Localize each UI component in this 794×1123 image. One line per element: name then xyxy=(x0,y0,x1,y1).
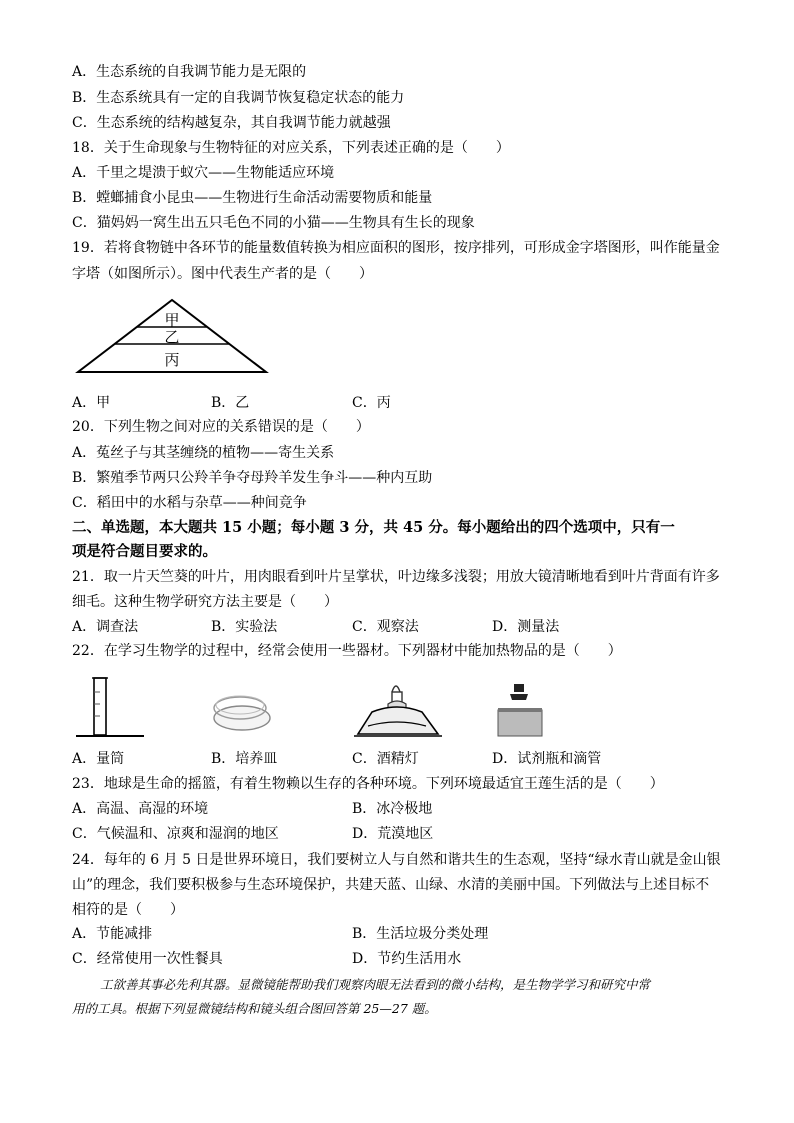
question-19-option-c: C．丙 xyxy=(352,395,391,411)
question-23: 23．地球是生命的摇篮，有着生物赖以生存的各种环境。下列环境最适宜王莲生活的是（ ） xyxy=(72,776,664,792)
question-20-option-b: B．繁殖季节两只公羚羊争夺母羚羊发生争斗——种内互助 xyxy=(72,470,433,486)
section-2-heading: 二、单选题，本大题共 15 小题；每小题 3 分，共 45 分。每小题给出的四个选项中，只有一 xyxy=(72,519,675,536)
microscope-intro-line-2: 用的工具。根据下列显微镜结构和镜头组合图回答第 25—27 题。 xyxy=(72,1001,437,1016)
question-22: 22．在学习生物学的过程中，经常会使用一些器材。下列器材中能加热物品的是（ ） xyxy=(72,643,622,659)
question-20-option-a: A．菟丝子与其茎缠绕的植物——寄生关系 xyxy=(72,445,335,461)
question-21-option-c: C．观察法 xyxy=(352,619,419,635)
question-21-line-1: 21．取一片天竺葵的叶片，用肉眼看到叶片呈掌状，叶边缘多浅裂；用放大镜清晰地看到叶片背面有许多 xyxy=(72,569,720,585)
question-23-option-c: C．气候温和、凉爽和湿润的地区 xyxy=(72,826,279,842)
question-22-option-c: C．酒精灯 xyxy=(352,751,419,767)
pyramid-level-middle: 乙 xyxy=(164,328,180,346)
question-22-option-d: D．试剂瓶和滴管 xyxy=(492,751,602,767)
question-24-line-1: 24．每年的 6 月 5 日是世界环境日，我们要树立人与自然和谐共生的生态观，坚持“绿水青山就是金山银 xyxy=(72,852,721,868)
reagent-bottle-dropper-icon xyxy=(492,680,548,738)
question-24-line-2: 山”的理念，我们要积极参与生态环境保护，共建天蓝、山绿、水清的美丽中国。下列做法与上述目标不 xyxy=(72,877,710,893)
question-24-option-b: B．生活垃圾分类处理 xyxy=(352,926,489,942)
question-18: 18．关于生命现象与生物特征的对应关系，下列表述正确的是（ ） xyxy=(72,140,510,156)
microscope-intro-line-1: 工欲善其事必先利其器。显微镜能帮助我们观察肉眼无法看到的微小结构，是生物学学习和研究中常 xyxy=(100,977,651,992)
option-line: A．生态系统的自我调节能力是无限的 xyxy=(72,64,307,80)
option-line: B．生态系统具有一定的自我调节恢复稳定状态的能力 xyxy=(72,90,405,106)
question-19-line-1: 19．若将食物链中各环节的能量数值转换为相应面积的图形，按序排列，可形成金字塔图形，叫作能量金 xyxy=(72,240,720,256)
question-18-option-c: C．猫妈妈一窝生出五只毛色不同的小猫——生物具有生长的现象 xyxy=(72,215,475,231)
pyramid-level-bottom: 丙 xyxy=(164,351,180,369)
question-19-option-a: A．甲 xyxy=(72,395,111,411)
question-24-option-c: C．经常使用一次性餐具 xyxy=(72,951,223,967)
question-24-line-3: 相符的是（ ） xyxy=(72,902,184,918)
question-20: 20．下列生物之间对应的关系错误的是（ ） xyxy=(72,419,370,435)
petri-dish-icon xyxy=(210,690,274,734)
question-21-option-b: B．实验法 xyxy=(211,619,278,635)
question-18-option-a: A．千里之堤溃于蚁穴——生物能适应环境 xyxy=(72,165,335,181)
question-22-option-a: A．量筒 xyxy=(72,751,125,767)
question-23-option-b: B．冰冷极地 xyxy=(352,801,433,817)
energy-pyramid-figure xyxy=(74,296,270,376)
question-20-option-c: C．稻田中的水稻与杂草——种间竞争 xyxy=(72,495,307,511)
question-23-option-d: D．荒漠地区 xyxy=(352,826,434,842)
option-line: C．生态系统的结构越复杂，其自我调节能力就越强 xyxy=(72,115,391,131)
question-21-option-d: D．测量法 xyxy=(492,619,560,635)
question-18-option-b: B．螳螂捕食小昆虫——生物进行生命活动需要物质和能量 xyxy=(72,190,433,206)
alcohol-lamp-icon xyxy=(352,672,444,738)
pyramid-level-top: 甲 xyxy=(164,311,180,329)
question-21-option-a: A．调查法 xyxy=(72,619,139,635)
question-21-line-2: 细毛。这种生物学研究方法主要是（ ） xyxy=(72,594,338,610)
question-23-option-a: A．高温、高湿的环境 xyxy=(72,801,209,817)
question-24-option-a: A．节能减排 xyxy=(72,926,153,942)
question-19-option-b: B．乙 xyxy=(211,395,250,411)
question-22-option-b: B．培养皿 xyxy=(211,751,278,767)
question-24-option-d: D．节约生活用水 xyxy=(352,951,462,967)
question-19-line-2: 字塔（如图所示）。图中代表生产者的是（ ） xyxy=(72,266,373,282)
graduated-cylinder-icon xyxy=(72,672,146,738)
section-2-heading-cont: 项是符合题目要求的。 xyxy=(72,543,217,560)
